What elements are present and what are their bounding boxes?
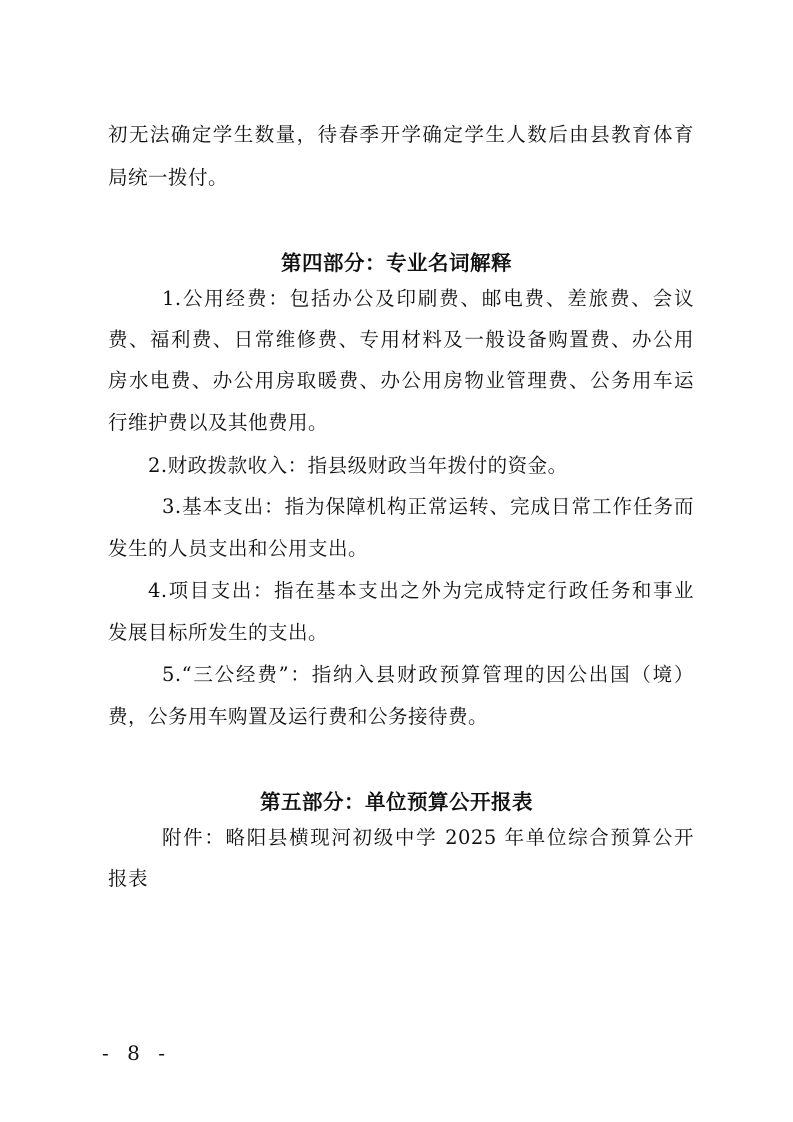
- definition-line: 行维护费以及其他费用。: [108, 411, 329, 434]
- definition-line: 4.项目支出：指在基本支出之外为完成特定行政任务和事业: [148, 579, 694, 602]
- page-number: - 8 -: [102, 1041, 171, 1065]
- attachment-line: 附件：略阳县横现河初级中学 2025 年单位综合预算公开: [162, 826, 694, 849]
- section-heading-4: 第四部分：专业名词解释: [281, 251, 512, 275]
- definition-line: 1.公用经费：包括办公及印刷费、邮电费、差旅费、会议: [162, 287, 694, 310]
- definition-line: 发展目标所发生的支出。: [108, 621, 329, 644]
- definition-line: 费，公务用车购置及运行费和公务接待费。: [108, 705, 489, 728]
- definition-line: 费、福利费、日常维修费、专用材料及一般设备购置费、办公用: [108, 328, 694, 351]
- definition-line: 发生的人员支出和公用支出。: [108, 537, 369, 560]
- definition-line: 2.财政拨款收入：指县级财政当年拨付的资金。: [148, 454, 568, 477]
- body-line: 初无法确定学生数量，待春季开学确定学生人数后由县教育体育: [108, 123, 694, 146]
- body-line: 局统一拨付。: [108, 166, 229, 189]
- definition-line: 5.“三公经费”：指纳入县财政预算管理的因公出国（境）: [162, 663, 694, 686]
- section-heading-5: 第五部分：单位预算公开报表: [260, 790, 533, 814]
- attachment-line: 报表: [108, 867, 149, 890]
- definition-line: 3.基本支出：指为保障机构正常运转、完成日常工作任务而: [162, 495, 694, 518]
- definition-line: 房水电费、办公用房取暖费、办公用房物业管理费、公务用车运: [108, 369, 694, 392]
